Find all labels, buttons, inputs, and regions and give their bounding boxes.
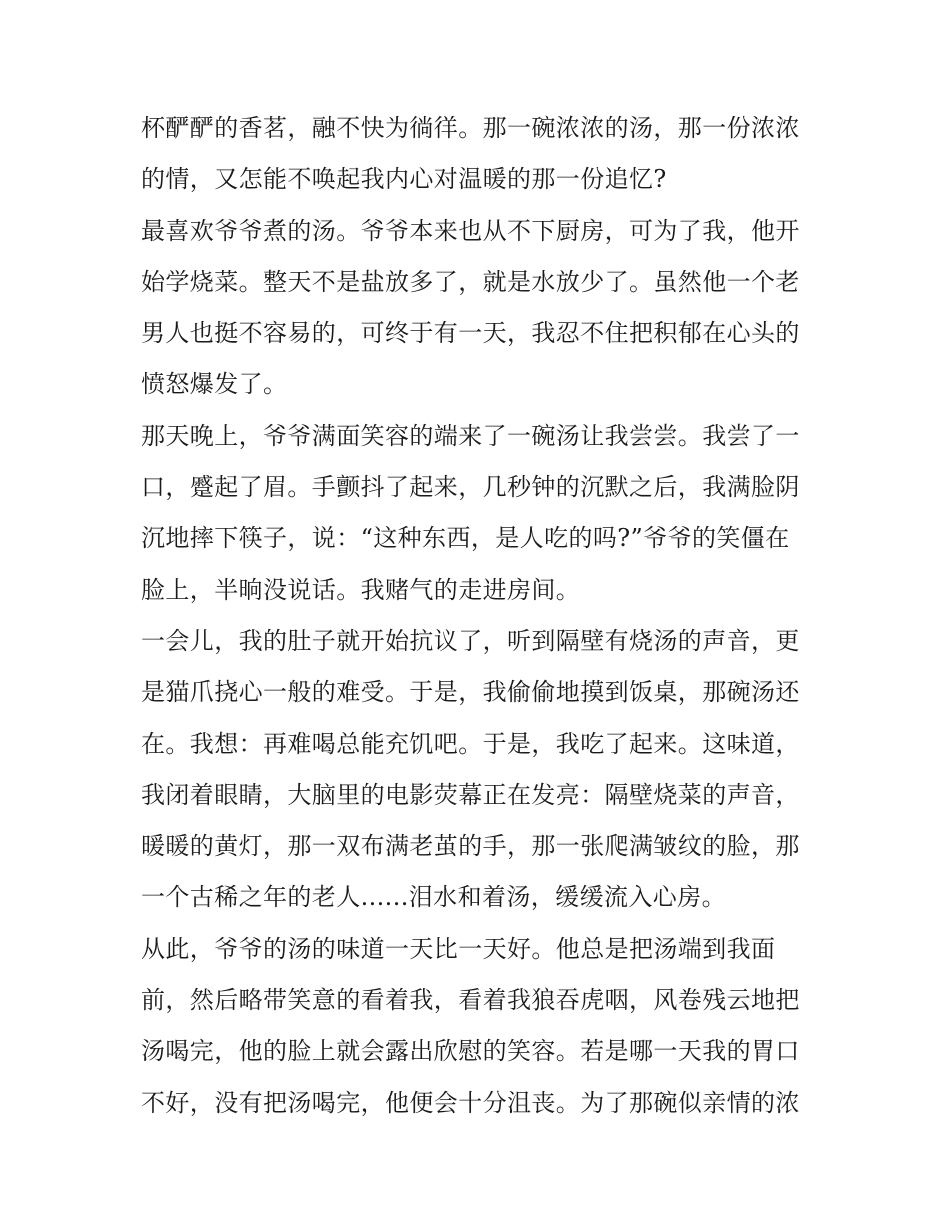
text-line-13: 在。我想：再难喝总能充饥吧。于是，我吃了起来。这味道，	[141, 729, 800, 758]
text-line-14: 我闭着眼睛，大脑里的电影荧幕正在发亮：隔壁烧菜的声音，	[141, 780, 800, 809]
text-line-6: 愤怒爆发了。	[141, 370, 288, 399]
text-line-18: 前，然后略带笑意的看着我，看着我狼吞虎咽，风卷残云地把	[141, 986, 800, 1015]
text-line-4: 始学烧菜。整天不是盐放多了，就是水放少了。虽然他一个老	[141, 267, 800, 296]
text-line-10: 脸上，半晌没说话。我赌气的走进房间。	[141, 575, 581, 604]
text-line-5: 男人也挺不容易的，可终于有一天，我忍不住把积郁在心头的	[141, 319, 800, 348]
body-text	[141, 103, 821, 1129]
text-line-16: 一个古稀之年的老人......泪水和着汤，缓缓流入心房。	[141, 883, 726, 912]
text-line-8: 口，蹙起了眉。手颤抖了起来，几秒钟的沉默之后，我满脸阴	[141, 473, 800, 502]
text-line-20: 不好，没有把汤喝完，他便会十分沮丧。为了那碗似亲情的浓	[141, 1088, 800, 1117]
text-line-9: 沉地摔下筷子，说：“这种东西，是人吃的吗?”爷爷的笑僵在	[141, 524, 790, 553]
text-line-11: 一会儿，我的肚子就开始抗议了，听到隔壁有烧汤的声音，更	[141, 626, 800, 655]
text-line-19: 汤喝完，他的脸上就会露出欣慰的笑容。若是哪一天我的胃口	[141, 1037, 800, 1066]
text-line-17: 从此，爷爷的汤的味道一天比一天好。他总是把汤端到我面	[141, 934, 776, 963]
text-line-1: 杯酽酽的香茗，融不快为徜徉。那一碗浓浓的汤，那一份浓浓	[141, 114, 800, 142]
text-line-2: 的情，又怎能不唤起我内心对温暖的那一份追忆?	[141, 165, 667, 194]
text-line-3: 最喜欢爷爷煮的汤。爷爷本来也从不下厨房，可为了我，他开	[141, 216, 800, 245]
text-line-12: 是猫爪挠心一般的难受。于是，我偷偷地摸到饭桌，那碗汤还	[141, 678, 800, 707]
text-line-15: 暖暖的黄灯，那一双布满老茧的手，那一张爬满皱纹的脸，那	[141, 832, 800, 861]
text-line-7: 那天晚上，爷爷满面笑容的端来了一碗汤让我尝尝。我尝了一	[141, 421, 800, 450]
